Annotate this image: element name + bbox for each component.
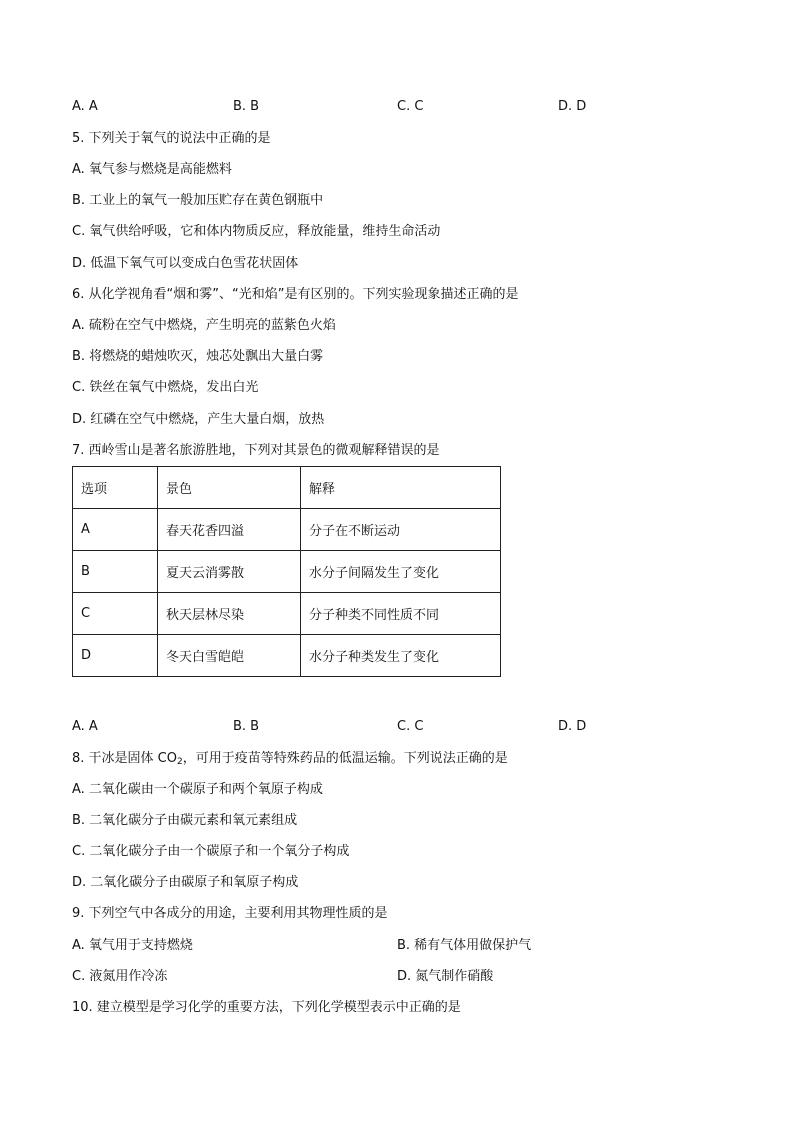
table-cell: A [73,509,158,551]
table-header-row [73,467,501,509]
q7-stem: 7. 西岭雪山是著名旅游胜地，下列对其景色的微观解释错误的是 [72,443,440,458]
q5-option-b: B. 工业上的氧气一般加压贮存在黄色钢瓶中 [72,193,324,208]
table-row [73,551,501,593]
q4-option-d: D. D [558,99,587,114]
q9-option-c: C. 液氮用作冷冻 [72,969,168,984]
table-row [73,635,501,677]
q5-stem: 5. 下列关于氧气的说法中正确的是 [72,131,271,146]
q6-option-c: C. 铁丝在氧气中燃烧，发出白光 [72,380,259,395]
table-header-cell: 选项 [73,467,158,509]
table-cell: 分子在不断运动 [301,509,501,551]
q4-option-c: C. C [397,99,424,114]
q7-option-a: A. A [72,719,98,734]
q8-option-c: C. 二氧化碳分子由一个碳原子和一个氧分子构成 [72,844,350,859]
q8-stem-after: ，可用于疫苗等特殊药品的低温运输。下列说法正确的是 [182,751,508,766]
table-header-cell: 景色 [158,467,301,509]
q4-option-a: A. A [72,99,98,114]
table-cell: 秋天层林尽染 [158,593,301,635]
q5-option-c: C. 氧气供给呼吸，它和体内物质反应，释放能量，维持生命活动 [72,224,441,239]
table-row [73,593,501,635]
table-cell: 分子种类不同性质不同 [301,593,501,635]
table-header-cell: 解释 [301,467,501,509]
table-cell: B [73,551,158,593]
q9-option-b: B. 稀有气体用做保护气 [397,938,532,953]
q9-option-a: A. 氧气用于支持燃烧 [72,938,193,953]
table-row [73,509,501,551]
table-cell: 春天花香四溢 [158,509,301,551]
q6-option-b: B. 将燃烧的蜡烛吹灭，烛芯处飘出大量白雾 [72,349,324,364]
q7-option-d: D. D [558,719,587,734]
q7-option-b: B. B [233,719,260,734]
q8-option-d: D. 二氧化碳分子由碳原子和氧原子构成 [72,875,299,890]
q8-option-a: A. 二氧化碳由一个碳原子和两个氧原子构成 [72,782,323,797]
table-cell: C [73,593,158,635]
q8-stem [72,750,508,768]
q7-option-c: C. C [397,719,424,734]
q8-stem-before: 8. 干冰是固体 CO [72,751,177,766]
q9-stem: 9. 下列空气中各成分的用途，主要利用其物理性质的是 [72,906,388,921]
q6-stem: 6. 从化学视角看“烟和雾”、“光和焰”是有区别的。下列实验现象描述正确的是 [72,287,519,302]
q6-option-d: D. 红磷在空气中燃烧，产生大量白烟，放热 [72,412,325,427]
table-cell: 冬天白雪皑皑 [158,635,301,677]
q6-option-a: A. 硫粉在空气中燃烧，产生明亮的蓝紫色火焰 [72,318,336,333]
q10-stem: 10. 建立模型是学习化学的重要方法，下列化学模型表示中正确的是 [72,1000,461,1015]
q5-option-d: D. 低温下氧气可以变成白色雪花状固体 [72,256,299,271]
q8-stem-subscript: 2 [176,757,183,767]
table-cell: 夏天云消雾散 [158,551,301,593]
table-cell: D [73,635,158,677]
q7-scene-table [72,466,501,677]
q9-option-d: D. 氮气制作硝酸 [397,969,494,984]
q4-option-b: B. B [233,99,260,114]
table-cell: 水分子间隔发生了变化 [301,551,501,593]
q8-option-b: B. 二氧化碳分子由碳元素和氧元素组成 [72,813,298,828]
table-cell: 水分子种类发生了变化 [301,635,501,677]
q5-option-a: A. 氧气参与燃烧是高能燃料 [72,162,232,177]
